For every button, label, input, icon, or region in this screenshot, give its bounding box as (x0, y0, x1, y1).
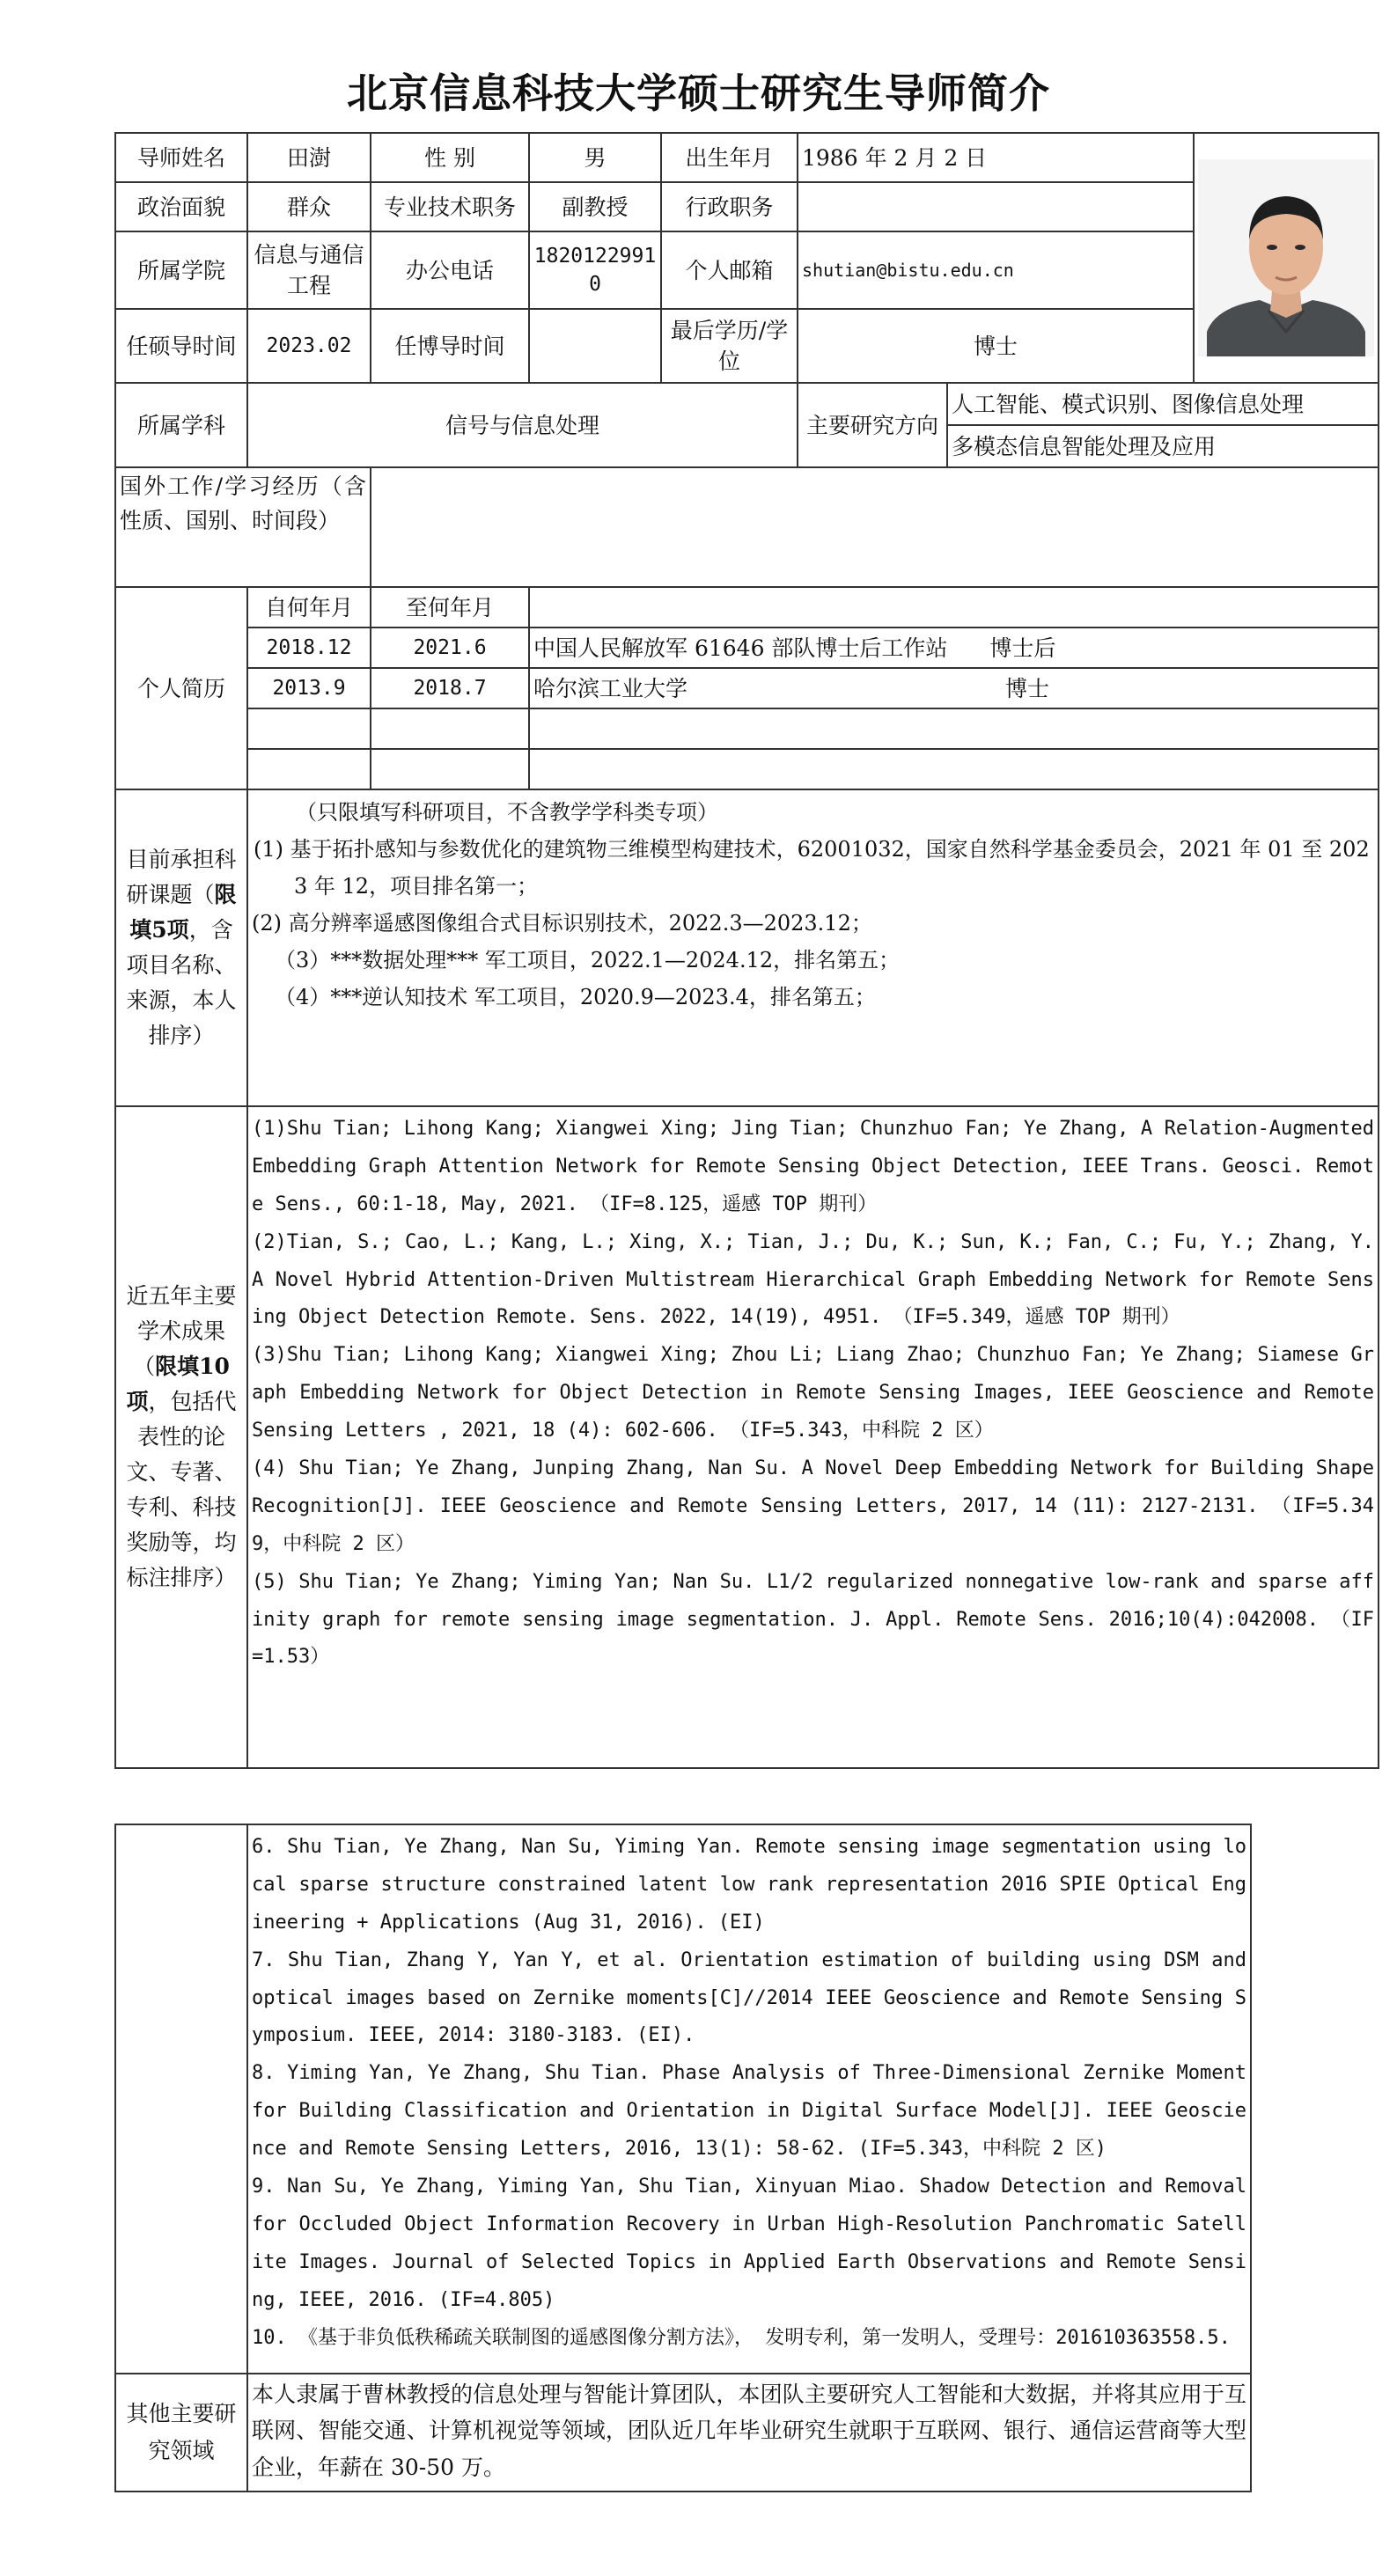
label-discipline: 所属学科 (115, 383, 247, 467)
value-name: 田澍 (247, 133, 371, 182)
publications-cell (247, 1106, 1379, 1768)
label-gender: 性 别 (371, 133, 529, 182)
value-birth: 1986 年 2 月 2 日 (798, 133, 1194, 182)
resume-org: 中国人民解放军 61646 部队博士后工作站 (533, 635, 948, 661)
publication-item: 9. Nan Su, Ye Zhang, Yiming Yan, Shu Tian, Xinyuan Miao. Shadow Detection and Removal for Occluded Object Information Recovery in Urban High-Resolution Panchromatic Satellite Images. Journal of Selected Topics in Applied Earth Observations and Remote Sensing, IEEE, 2016. (IF=4.805) (252, 2176, 1246, 2311)
project-item: （4）***逆认知技术 军工项目，2020.9—2023.4，排名第五； (275, 985, 876, 1009)
resume-to: 2018.7 (371, 668, 529, 708)
value-abroad (371, 467, 1379, 587)
projects-note: （只限填写科研项目，不含教学学科类专项） (296, 800, 718, 825)
continuation-label-blank (115, 1824, 247, 2374)
label-phd-time: 任博导时间 (371, 309, 529, 383)
value-college: 信息与通信工程 (247, 231, 371, 309)
value-politics: 群众 (247, 182, 371, 231)
other-fields-text: 本人隶属于曹林教授的信息处理与智能计算团队，本团队主要研究人工智能和大数据，并将其应用于互联网、智能交通、计算机视觉等领域，团队近几年毕业研究生就职于互联网、银行、通信运营商等大型企业，年薪在 30-50 万。 (247, 2374, 1251, 2492)
page-title: 北京信息科技大学硕士研究生导师简介 (347, 70, 1050, 117)
value-gender: 男 (529, 133, 661, 182)
publication-item: 10. 《基于非负低秩稀疏关联制图的遥感图像分割方法》， 发明专利，第一发明人，受理号：201610363558.5. (252, 2326, 1231, 2349)
info-table (114, 132, 1379, 1769)
value-phone: 18201229910 (529, 231, 661, 309)
label-prof-title: 专业技术职务 (371, 182, 529, 231)
projects-cell (247, 789, 1379, 1106)
label-phone: 办公电话 (371, 231, 529, 309)
publication-item: 7. Shu Tian, Zhang Y, Yan Y, et al. Orientation estimation of building using DSM and optical images based on Zernike moments[C]//2014 IEEE Geoscience and Remote Sensing Symposium. IEEE, 2014: 3180-3183. (EI). (252, 1949, 1246, 2047)
label-other-fields: 其他主要研究领域 (115, 2374, 247, 2492)
value-research-2: 多模态信息智能处理及应用 (947, 425, 1379, 467)
label-politics: 政治面貌 (115, 182, 247, 231)
resume-role: 博士 (1004, 675, 1049, 701)
value-prof-title: 副教授 (529, 182, 661, 231)
resume-header-to: 至何年月 (371, 587, 529, 627)
label-master-time: 任硕导时间 (115, 309, 247, 383)
resume-to: 2021.6 (371, 627, 529, 668)
value-email: shutian@bistu.edu.cn (798, 231, 1194, 309)
label-college: 所属学院 (115, 231, 247, 309)
label-birth: 出生年月 (661, 133, 798, 182)
label-degree: 最后学历/学位 (661, 309, 798, 383)
resume-org: 哈尔滨工业大学 (533, 675, 688, 701)
value-admin-title (798, 182, 1194, 231)
publication-item: (3)Shu Tian; Lihong Kang; Xiangwei Xing; Zhou Li; Liang Zhao; Chunzhuo Fan; Ye Zhang; Siamese Graph Embedding Network for Object Detection in Remote Sensing Images, IEEE Geoscience and Remote Sensing Letters , 2021, 18 (4): 602-606. （IF=5.343，中科院 2 区） (252, 1344, 1375, 1442)
publication-item: (2)Tian, S.; Cao, L.; Kang, L.; Xing, X.; Tian, J.; Du, K.; Sun, K.; Fan, C.; Fu, Y.; Zhang, Y. A Novel Hybrid Attention-Driven Multistream Hierarchical Graph Embedding Network for Remote Sensing Object Detection Remote. Sens. 2022, 14(19), 4951. （IF=5.349，遥感 TOP 期刊） (252, 1230, 1375, 1329)
label-resume: 个人简历 (115, 587, 247, 789)
continuation-table (114, 1824, 1252, 2492)
publication-item: (4) Shu Tian; Ye Zhang, Junping Zhang, Nan Su. A Novel Deep Embedding Network for Building Shape Recognition[J]. IEEE Geoscience and Remote Sensing Letters, 2017, 14 (11): 2127-2131. （IF=5.349，中科院 2 区） (252, 1457, 1375, 1555)
project-item: (2) 高分辨率遥感图像组合式目标识别技术，2022.3—2023.12； (252, 911, 872, 936)
resume-org-cell (529, 627, 1379, 668)
value-research-1: 人工智能、模式识别、图像信息处理 (947, 383, 1379, 425)
resume-header-from: 自何年月 (247, 587, 371, 627)
project-item: (1) 基于拓扑感知与参数优化的建筑物三维模型构建技术，62001032，国家自然科学基金委员会，2021 年 01 至 2023 年 12，项目排名第一； (254, 837, 1370, 899)
label-research: 主要研究方向 (798, 383, 947, 467)
resume-org-cell (529, 668, 1379, 708)
label-email: 个人邮箱 (661, 231, 798, 309)
resume-role: 博士后 (989, 635, 1056, 661)
publications-continued-cell (247, 1824, 1251, 2374)
value-master-time: 2023.02 (247, 309, 371, 383)
photo-cell (1194, 133, 1379, 383)
portrait-photo (1198, 159, 1374, 356)
label-name: 导师姓名 (115, 133, 247, 182)
label-abroad: 国外工作/学习经历（含性质、国别、时间段） (115, 467, 371, 587)
publication-item: (5) Shu Tian; Ye Zhang; Yiming Yan; Nan Su. L1/2 regularized nonnegative low-rank and sparse affinity graph for remote sensing image segmentation. J. Appl. Remote Sens. 2016;10(4):042008. （IF=1.53） (252, 1570, 1375, 1669)
publication-item: 6. Shu Tian, Ye Zhang, Nan Su, Yiming Yan. Remote sensing image segmentation using local sparse structure constrained latent low rank representation 2016 SPIE Optical Engineering + Applications (Aug 31, 2016). (EI) (252, 1836, 1246, 1934)
resume-header-blank (529, 587, 1379, 627)
label-achievements: 近五年主要学术成果（限填10项，包括代表性的论文、专著、专利、科技奖励等，均标注排序） (115, 1106, 247, 1768)
resume-from: 2018.12 (247, 627, 371, 668)
project-item: （3）***数据处理*** 军工项目，2022.1—2024.12，排名第五； (275, 948, 901, 972)
publication-item: (1)Shu Tian; Lihong Kang; Xiangwei Xing; Jing Tian; Chunzhuo Fan; Ye Zhang, A Relation-Augmented Embedding Graph Attention Network for Remote Sensing Object Detection, IEEE Trans. Geosci. Remote Sens., 60:1-18, May, 2021. （IF=8.125，遥感 TOP 期刊） (252, 1118, 1375, 1215)
value-phd-time (529, 309, 661, 383)
label-admin-title: 行政职务 (661, 182, 798, 231)
resume-from: 2013.9 (247, 668, 371, 708)
label-projects: 目前承担科研课题（限填5项，含项目名称、来源，本人排序） (115, 789, 247, 1106)
value-degree: 博士 (798, 309, 1194, 383)
table-row (115, 627, 1379, 668)
value-discipline: 信号与信息处理 (247, 383, 798, 467)
publication-item: 8. Yiming Yan, Ye Zhang, Shu Tian. Phase Analysis of Three-Dimensional Zernike Moment for Building Classification and Orientation in Digital Surface Model[J]. IEEE Geoscience and Remote Sensing Letters, 2016, 13(1): 58-62. (IF=5.343，中科院 2 区) (252, 2062, 1246, 2161)
table-row (115, 668, 1379, 708)
